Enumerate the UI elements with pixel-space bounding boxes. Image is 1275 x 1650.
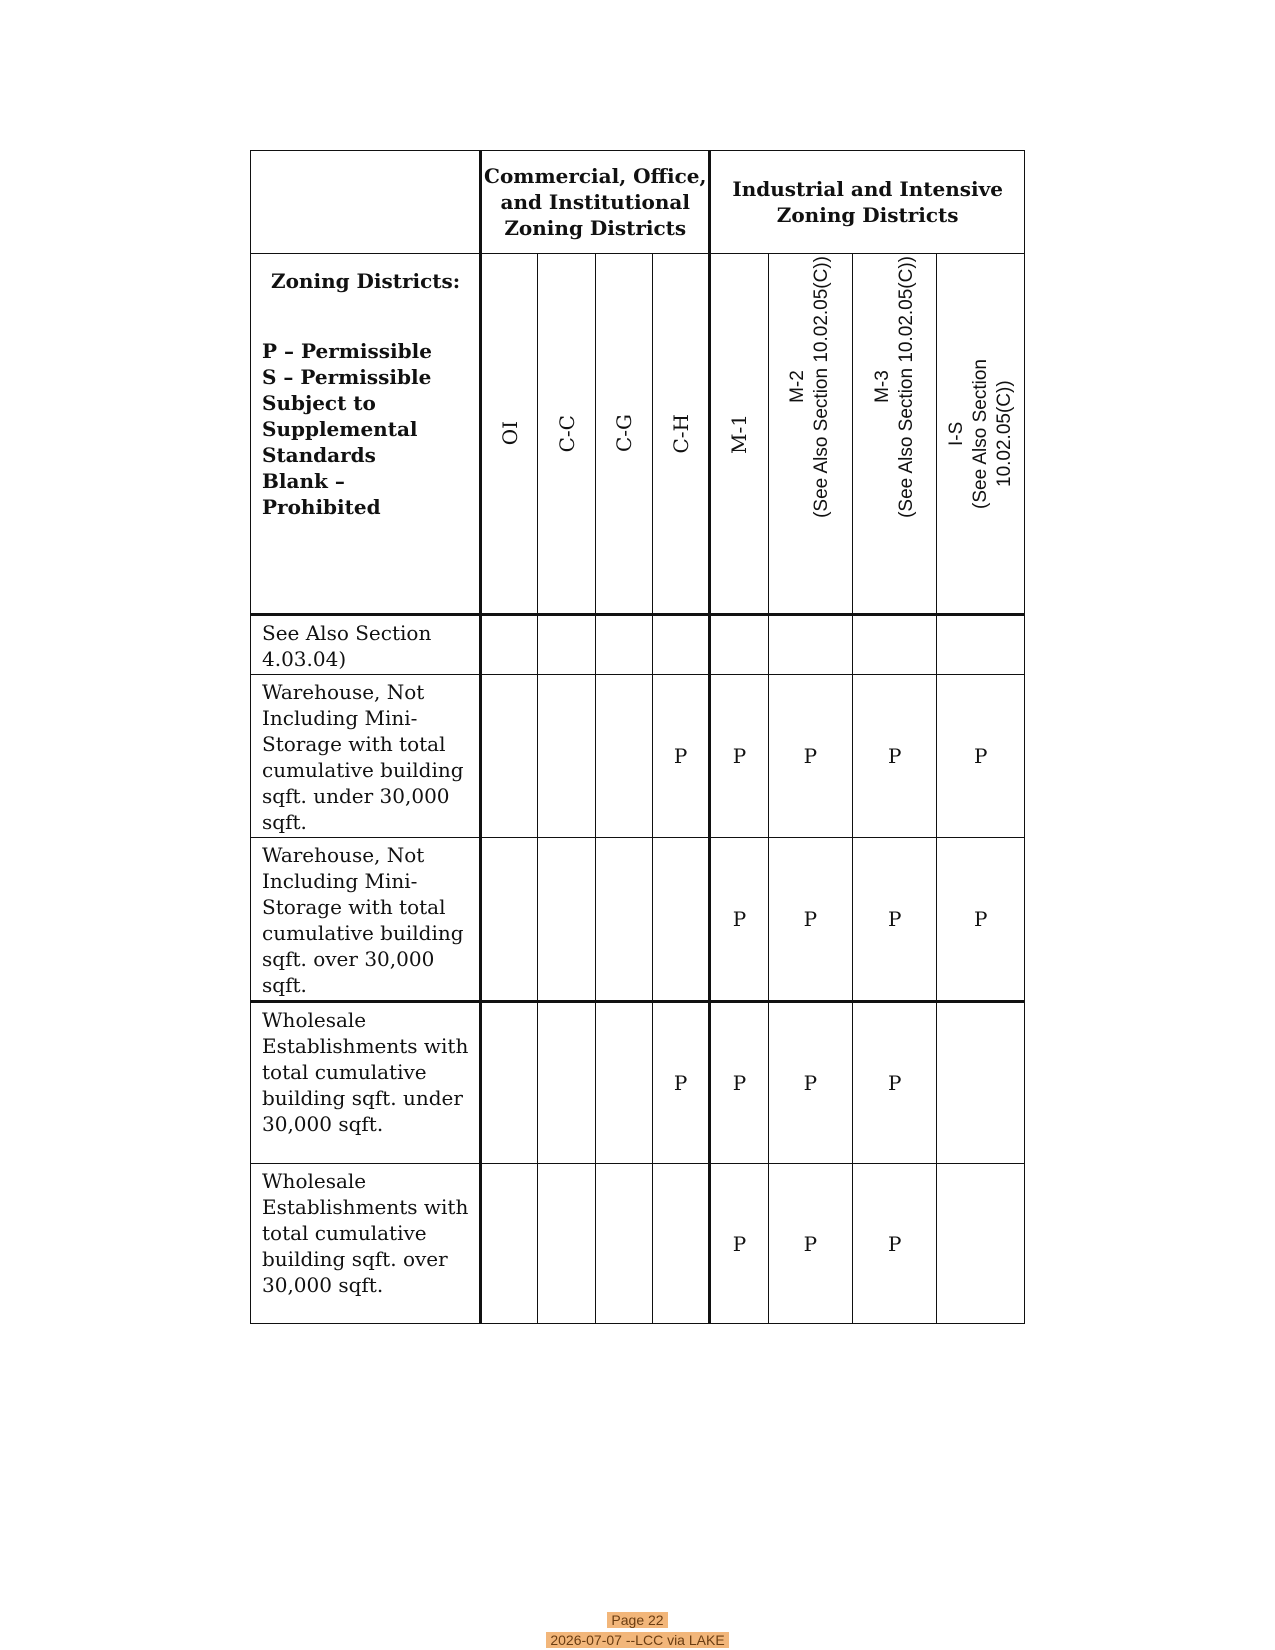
page-number-label: Page 22 [607,1612,667,1628]
legend-prohibited: Blank – Prohibited [262,469,381,519]
cell-ch [653,838,710,1002]
use-label: Warehouse, Not Including Mini-Storage with total cumulative building sqft. over 30,000 sqft. [251,838,481,1002]
cell-ch: P [653,675,710,838]
cell-cc [538,1002,595,1164]
commercial-group-header: Commercial, Office, and Institutional Zoning Districts [481,151,710,254]
use-label: Warehouse, Not Including Mini-Storage with total cumulative building sqft. under 30,000 sqft. [251,675,481,838]
legend-title: Zoning Districts: [270,269,461,293]
district-header-ch [653,254,710,615]
cell-cc [538,615,595,675]
cell-m2: P [768,838,852,1002]
cell-m3 [853,615,937,675]
cell-m1: P [710,675,768,838]
legend-cell [251,254,481,615]
industrial-group-header: Industrial and Intensive Zoning Districts [710,151,1025,254]
cell-cg [595,1164,652,1324]
cell-m3: P [853,675,937,838]
document-stamp [0,1632,1275,1648]
cell-oi [481,1002,538,1164]
district-note: (See Also Section 10.02.05(C)) [969,358,1015,509]
cell-m3: P [853,1002,937,1164]
district-header-cg [595,254,652,615]
table-row [251,1164,1025,1324]
legend-supplemental: S – Permissible Subject to Supplemental Standards [262,365,432,467]
district-code: C-H [668,413,693,454]
cell-oi [481,615,538,675]
cell-ch [653,1164,710,1324]
district-code-with-note [871,256,919,546]
use-label: See Also Section 4.03.04) [251,615,481,675]
district-code: I-S [945,421,967,446]
district-code: M-1 [727,413,752,454]
cell-m2: P [768,1002,852,1164]
district-code-with-note [945,349,1017,519]
cell-is [937,1164,1025,1324]
cell-ch: P [653,1002,710,1164]
cell-is: P [937,838,1025,1002]
cell-oi [481,1164,538,1324]
cell-m2: P [768,1164,852,1324]
cell-cg [595,675,652,838]
cell-m1: P [710,838,768,1002]
cell-m3: P [853,1164,937,1324]
cell-oi [481,838,538,1002]
district-header-is [937,254,1025,615]
table-row [251,615,1025,675]
cell-m3: P [853,838,937,1002]
cell-cg [595,1002,652,1164]
cell-is: P [937,675,1025,838]
table-row [251,838,1025,1002]
district-code: C-C [554,414,579,453]
table-row [251,1002,1025,1164]
district-header-m3 [853,254,937,615]
table-row [251,675,1025,838]
cell-ch [653,615,710,675]
cell-cc [538,838,595,1002]
cell-cg [595,838,652,1002]
district-header-oi [481,254,538,615]
use-label: Wholesale Establishments with total cumulative building sqft. over 30,000 sqft. [251,1164,481,1324]
corner-cell [251,151,481,254]
zoning-use-table [250,150,1025,1324]
cell-cc [538,675,595,838]
cell-cc [538,1164,595,1324]
district-code-with-note [786,256,834,546]
cell-is [937,1002,1025,1164]
district-note: (See Also Section 10.02.05(C)) [811,255,833,518]
use-label: Wholesale Establishments with total cumulative building sqft. under 30,000 sqft. [251,1002,481,1164]
cell-m1: P [710,1164,768,1324]
district-header-m1 [710,254,768,615]
district-code: OI [497,421,522,446]
cell-m1: P [710,1002,768,1164]
district-note: (See Also Section 10.02.05(C)) [895,255,917,518]
cell-m1 [710,615,768,675]
district-header-cc [538,254,595,615]
cell-is [937,615,1025,675]
district-code: M-3 [871,370,893,403]
district-code: M-2 [787,370,809,403]
document-stamp-label: 2026-07-07 --LCC via LAKE [546,1632,728,1648]
cell-cg [595,615,652,675]
legend-permissible: P – Permissible [262,339,432,363]
cell-m2 [768,615,852,675]
district-header-m2 [768,254,852,615]
cell-m2: P [768,675,852,838]
cell-oi [481,675,538,838]
district-code: C-G [611,414,636,453]
page-number [0,1612,1275,1628]
